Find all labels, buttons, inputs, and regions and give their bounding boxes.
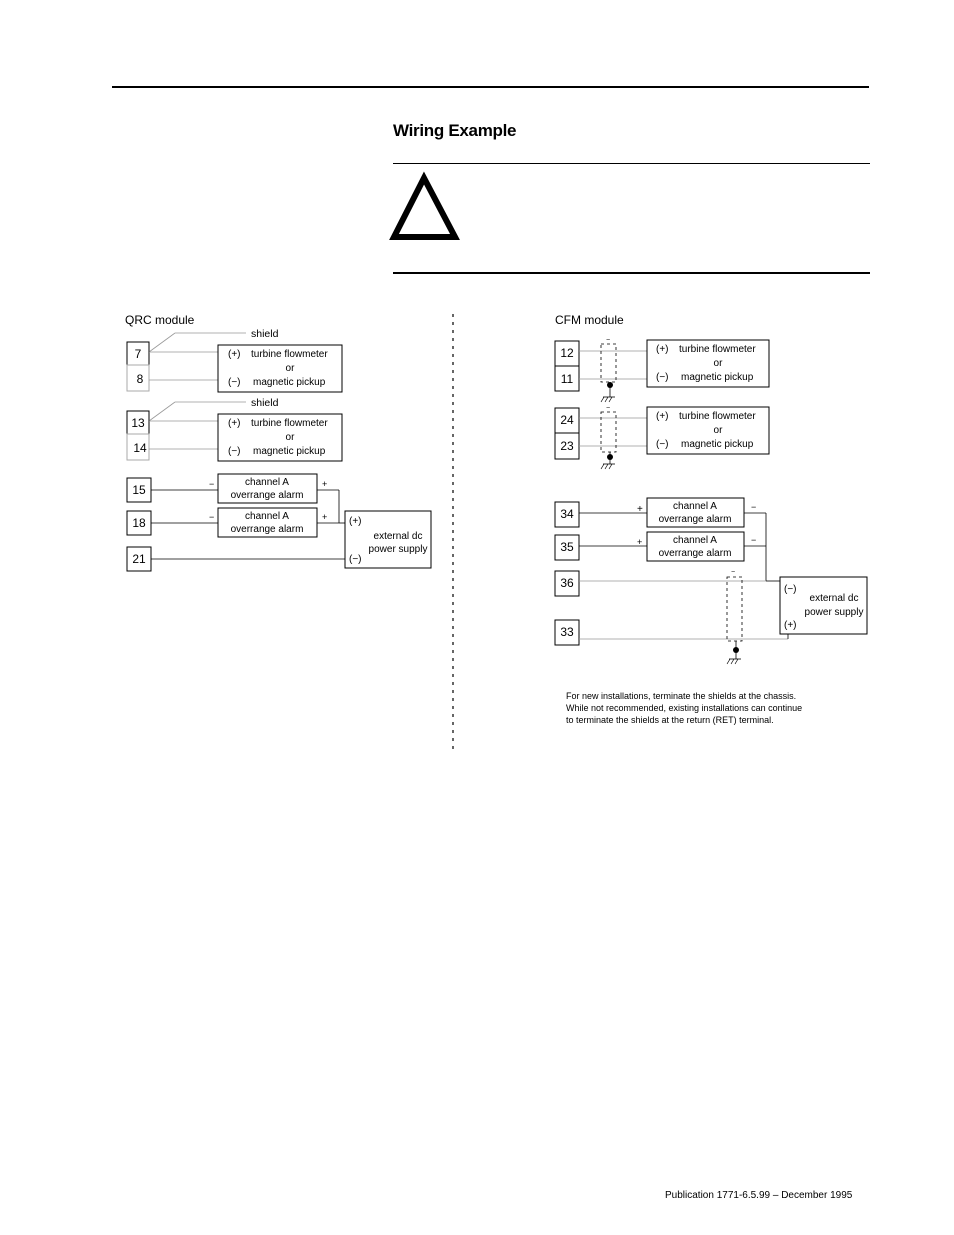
qrc-terminal-8-label: 8 [136, 372, 144, 386]
svg-text:(−): (−) [656, 439, 669, 450]
svg-text:turbine flowmeter: turbine flowmeter [251, 418, 328, 429]
svg-text:(−): (−) [784, 584, 797, 595]
svg-text:or: or [713, 358, 723, 369]
svg-text:(+): (+) [228, 349, 241, 360]
svg-text:34: 34 [560, 507, 574, 521]
publication-footer: Publication 1771-6.5.99 – December 1995 [665, 1190, 853, 1201]
cfm-note-line-1: For new installations, terminate the shields at the chassis. [566, 691, 797, 701]
svg-text:turbine flowmeter: turbine flowmeter [251, 349, 328, 360]
svg-text:magnetic pickup: magnetic pickup [253, 377, 326, 388]
qrc-shield-label: shield [251, 328, 279, 340]
svg-text:channel A: channel A [245, 511, 289, 522]
svg-text:24: 24 [560, 413, 574, 427]
svg-text:−: − [751, 502, 757, 512]
svg-text:(−): (−) [228, 446, 241, 457]
svg-text:18: 18 [132, 516, 146, 530]
svg-text:external dc: external dc [809, 593, 859, 604]
warning-triangle-icon [394, 178, 455, 237]
svg-text:(+): (+) [656, 411, 669, 422]
svg-text:overrange alarm: overrange alarm [230, 524, 304, 535]
svg-text:turbine flowmeter: turbine flowmeter [679, 411, 756, 422]
svg-text:turbine flowmeter: turbine flowmeter [679, 344, 756, 355]
svg-text:(+): (+) [784, 620, 797, 631]
svg-text:−: − [606, 405, 611, 412]
svg-text:+: + [322, 512, 328, 522]
svg-text:or: or [713, 425, 723, 436]
page-title: Wiring Example [393, 121, 517, 140]
svg-text:(+): (+) [228, 418, 241, 429]
svg-text:overrange alarm: overrange alarm [658, 548, 732, 559]
svg-text:channel A: channel A [673, 535, 717, 546]
svg-text:magnetic pickup: magnetic pickup [253, 446, 326, 457]
svg-text:magnetic pickup: magnetic pickup [681, 439, 754, 450]
qrc-terminal-7-label: 7 [134, 347, 142, 361]
svg-text:15: 15 [132, 483, 146, 497]
svg-text:14: 14 [133, 441, 147, 455]
svg-text:12: 12 [560, 346, 574, 360]
svg-text:−: − [209, 512, 215, 522]
svg-text:(−): (−) [656, 372, 669, 383]
svg-text:35: 35 [560, 540, 574, 554]
svg-text:power supply: power supply [368, 544, 428, 555]
svg-text:23: 23 [560, 439, 574, 453]
svg-text:power supply: power supply [804, 607, 864, 618]
cfm-note-line-3: to terminate the shields at the return (RET) terminal. [566, 715, 774, 725]
svg-text:magnetic pickup: magnetic pickup [681, 372, 754, 383]
cfm-module-label: CFM module [555, 313, 624, 327]
svg-text:11: 11 [560, 372, 574, 386]
svg-text:(−): (−) [228, 377, 241, 388]
cfm-note-line-2: While not recommended, existing installations can continue [566, 703, 803, 713]
svg-text:−: − [731, 569, 736, 576]
svg-text:+: + [637, 537, 643, 547]
svg-text:or: or [285, 363, 295, 374]
qrc-module-label: QRC module [125, 313, 195, 327]
svg-text:(+): (+) [349, 516, 362, 527]
svg-text:+: + [637, 504, 643, 515]
svg-text:channel A: channel A [245, 477, 289, 488]
svg-text:overrange alarm: overrange alarm [230, 490, 304, 501]
svg-text:overrange alarm: overrange alarm [658, 514, 732, 525]
svg-text:(+): (+) [656, 344, 669, 355]
svg-text:channel A: channel A [673, 501, 717, 512]
svg-text:−: − [606, 337, 611, 344]
svg-text:−: − [209, 479, 215, 489]
svg-text:33: 33 [560, 625, 574, 639]
svg-text:36: 36 [560, 576, 574, 590]
svg-text:or: or [285, 432, 295, 443]
svg-text:+: + [322, 479, 328, 489]
svg-text:13: 13 [131, 416, 145, 430]
svg-text:external dc: external dc [373, 531, 423, 542]
svg-text:−: − [751, 535, 757, 545]
qrc-shield-label-2: shield [251, 397, 279, 409]
svg-text:(−): (−) [349, 554, 362, 565]
svg-text:21: 21 [132, 552, 146, 566]
